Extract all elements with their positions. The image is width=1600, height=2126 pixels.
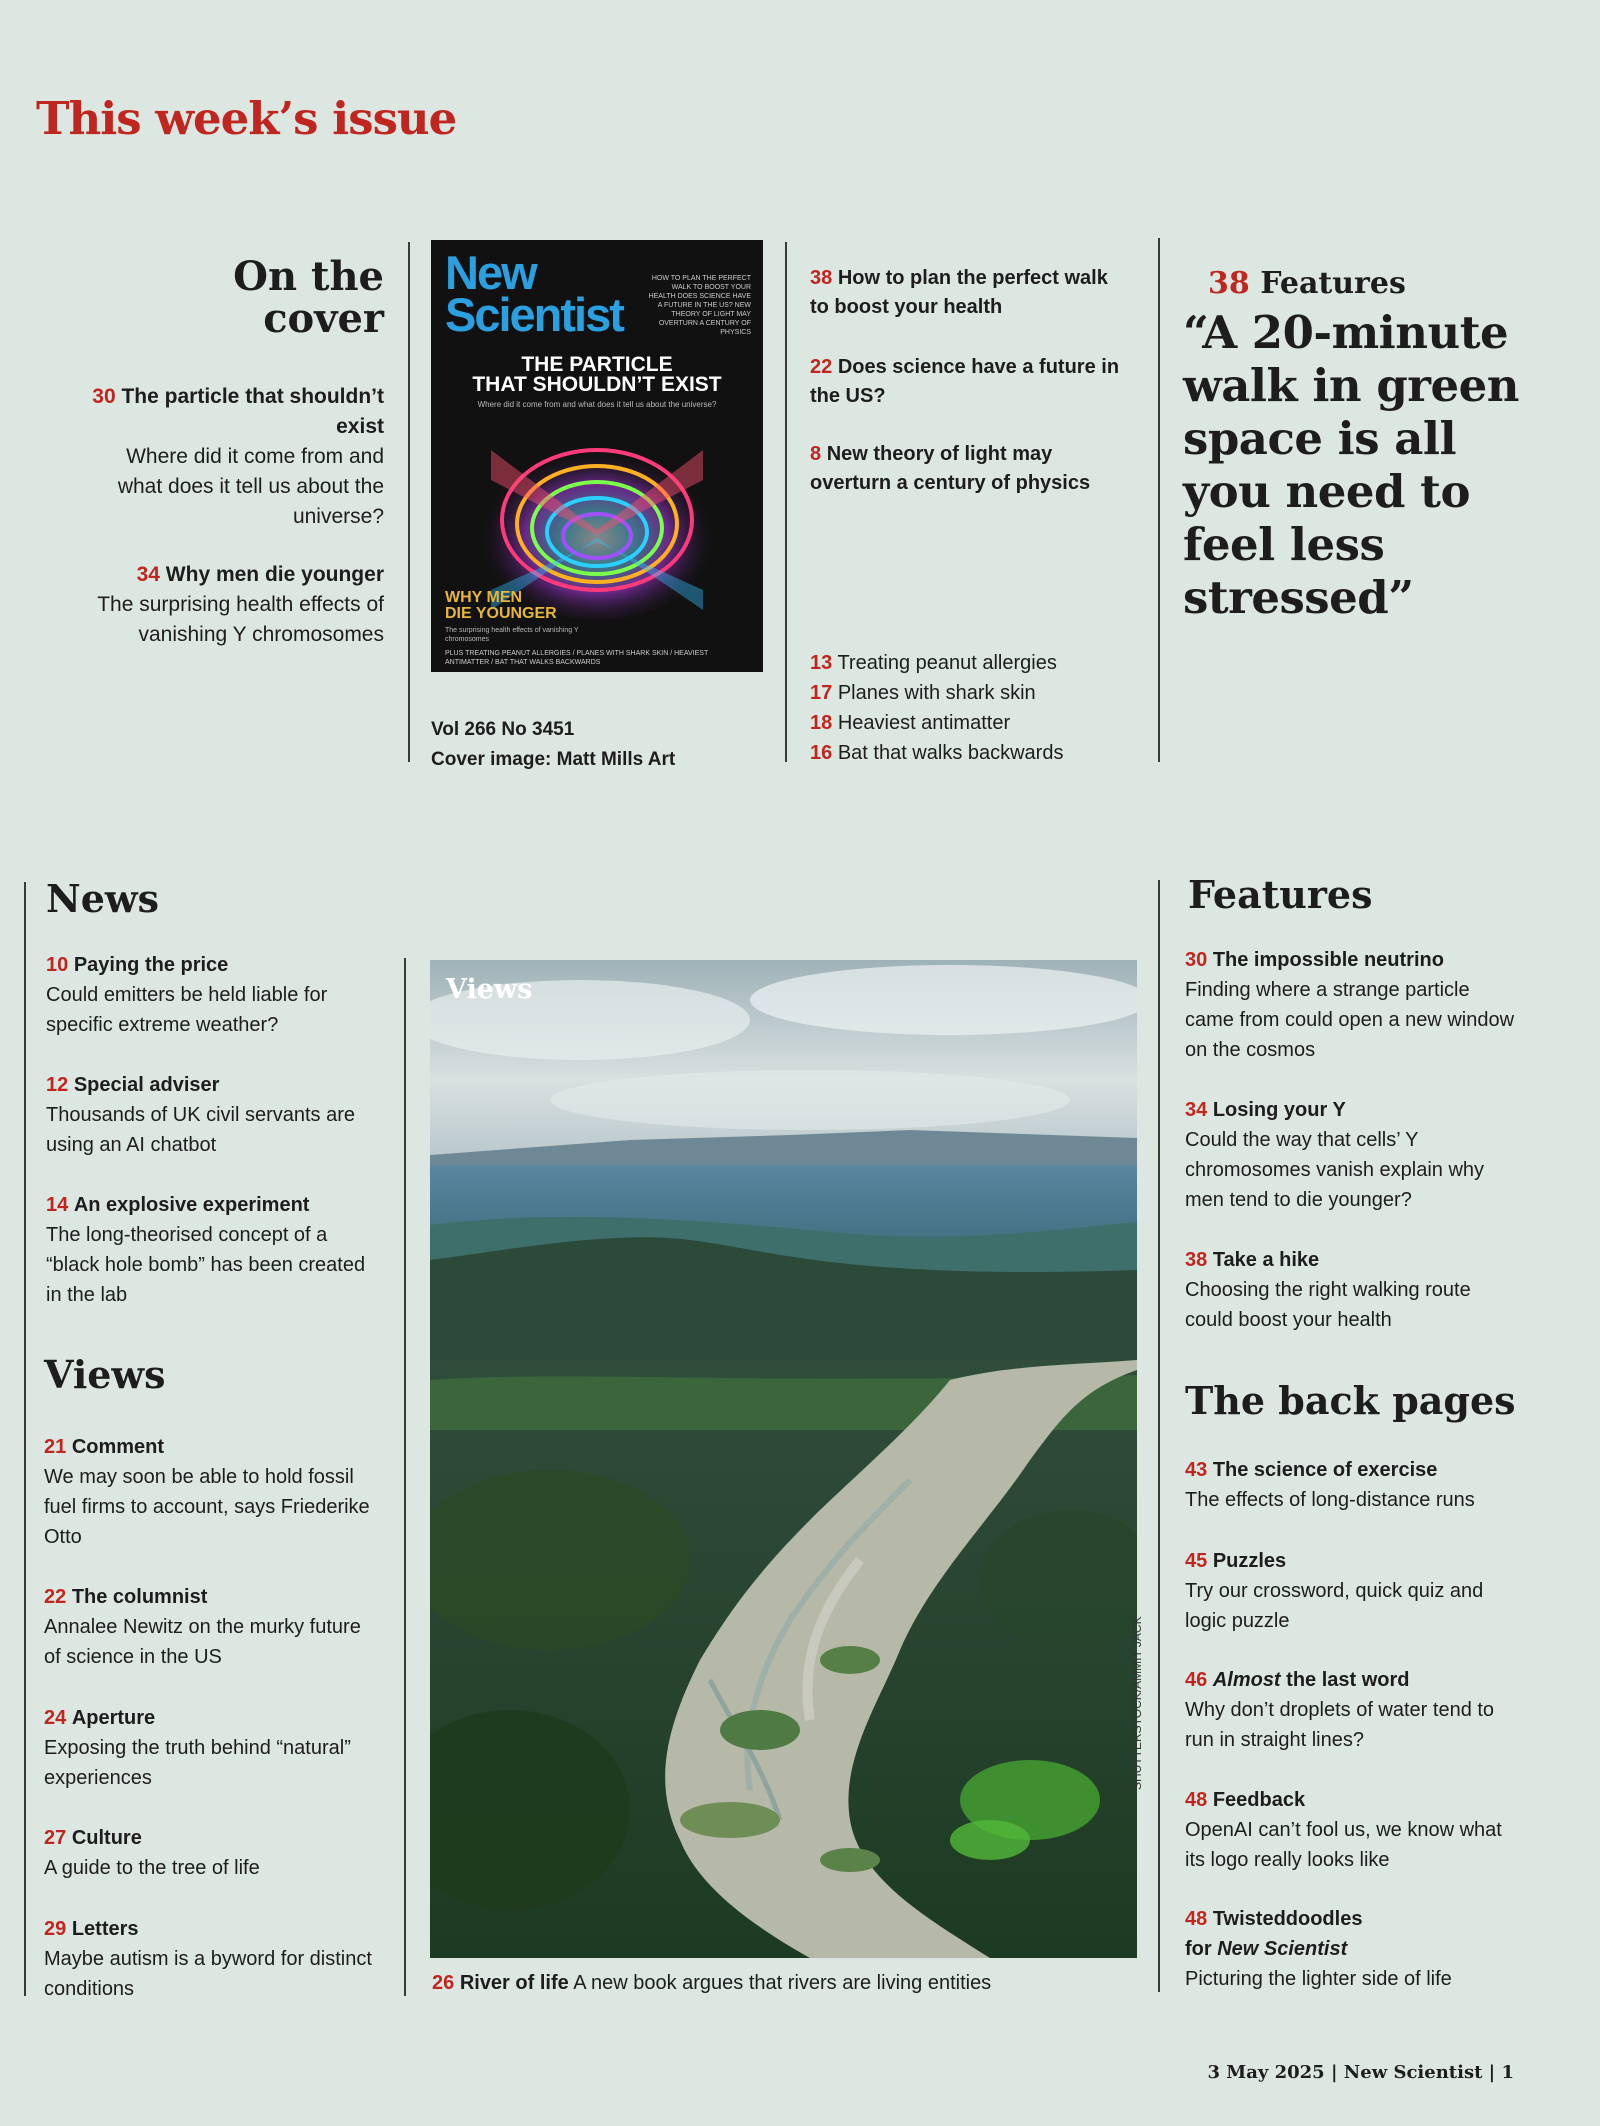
list-item[interactable]: 48 Feedback OpenAI can’t fool us, we know what its logo really looks like bbox=[1185, 1789, 1502, 1871]
cover-small-list bbox=[810, 648, 1063, 768]
page-number: 8 bbox=[810, 443, 822, 465]
magazine-cover-thumbnail[interactable] bbox=[431, 240, 763, 672]
list-item: 16 Bat that walks backwards bbox=[810, 742, 1064, 764]
photo-caption: 26 River of life A new book argues that rivers are living entities bbox=[432, 1972, 992, 1994]
photo-credit: SHUTTERSTOCK/AMMIT JACK bbox=[1130, 1616, 1144, 1790]
cover-line bbox=[810, 264, 1130, 322]
cover-line-text: How to plan the perfect walk to boost your health bbox=[810, 267, 1108, 318]
list-item[interactable]: 27 Culture A guide to the tree of life bbox=[44, 1827, 260, 1879]
story-summary: The surprising health effects of vanishing Y chromosomes bbox=[97, 593, 384, 646]
cover-logo: New Scientist bbox=[445, 246, 623, 341]
page-number: 34 bbox=[136, 563, 160, 586]
divider bbox=[785, 242, 787, 762]
list-item: 18 Heaviest antimatter bbox=[810, 712, 1011, 734]
river-photo[interactable] bbox=[430, 960, 1137, 1958]
page-number: 38 bbox=[810, 267, 833, 289]
list-item[interactable]: 48 Twisteddoodles for New Scientist Picturing the lighter side of life bbox=[1185, 1908, 1452, 1990]
divider bbox=[404, 958, 406, 1996]
list-item[interactable]: 38 Take a hike Choosing the right walking route could boost your health bbox=[1185, 1249, 1471, 1331]
back-pages-heading: The back pages bbox=[1185, 1378, 1516, 1423]
feature-quote-label: 38 Features bbox=[1208, 266, 1406, 301]
cover-plus-line: PLUS TREATING PEANUT ALLERGIES / PLANES WITH SHARK SKIN / HEAVIEST ANTIMATTER / BAT THAT WALKS BACKWARDS bbox=[445, 650, 709, 666]
on-the-cover-heading: On the cover bbox=[233, 253, 384, 342]
list-item[interactable]: 24 Aperture Exposing the truth behind “natural” experiences bbox=[44, 1707, 351, 1789]
cover-story bbox=[80, 382, 384, 532]
page-number: 22 bbox=[810, 356, 833, 378]
list-item[interactable]: 30 The impossible neutrino Finding where a strange particle came from could open a new window on the cosmos bbox=[1185, 949, 1515, 1061]
news-heading: News bbox=[46, 876, 160, 921]
divider bbox=[1158, 238, 1160, 762]
cover-line bbox=[810, 353, 1130, 411]
story-title: The particle that shouldn’t exist bbox=[121, 385, 384, 438]
list-item[interactable]: 46 Almost the last word Why don’t droplets of water tend to run in straight lines? bbox=[1185, 1669, 1495, 1751]
views-heading: Views bbox=[44, 1352, 166, 1397]
cover-image-credit: Cover image: Matt Mills Art bbox=[431, 749, 676, 770]
list-item[interactable]: 21 Comment We may soon be able to hold fossil fuel firms to account, says Friederike Otto bbox=[44, 1436, 370, 1548]
page-number: 30 bbox=[92, 385, 116, 408]
divider bbox=[24, 882, 26, 1996]
cover-story bbox=[80, 560, 384, 650]
landscape-image bbox=[430, 960, 1137, 1958]
list-item: 17 Planes with shark skin bbox=[810, 682, 1036, 704]
cover-headline: THE PARTICLE THAT SHOULDN’T EXIST bbox=[472, 353, 722, 396]
divider bbox=[408, 242, 410, 762]
list-item[interactable]: 45 Puzzles Try our crossword, quick quiz and logic puzzle bbox=[1185, 1550, 1484, 1632]
feature-pull-quote: “A 20-minute walk in green space is all you need to feel less stressed” bbox=[1183, 306, 1519, 624]
cover-strap: HOW TO PLAN THE PERFECT WALK TO BOOST YOUR HEALTH DOES SCIENCE HAVE A FUTURE IN THE US? NEW THEORY OF LIGHT MAY OVERTURN A CENTURY OF PHYSICS bbox=[648, 275, 751, 336]
list-item[interactable]: 22 The columnist Annalee Newitz on the murky future of science in the US bbox=[44, 1586, 361, 1668]
list-item[interactable]: 12 Special adviser Thousands of UK civil servants are using an AI chatbot bbox=[46, 1074, 356, 1156]
cover-line bbox=[810, 440, 1130, 498]
story-summary: Where did it come from and what does it tell us about the universe? bbox=[117, 445, 384, 528]
list-item[interactable]: 34 Losing your Y Could the way that cells’ Y chromosomes vanish explain why men tend to die younger? bbox=[1185, 1099, 1485, 1211]
cover-subhead: Where did it come from and what does it tell us about the universe? bbox=[477, 400, 717, 409]
cover-second-headline: WHY MEN DIE YOUNGER bbox=[445, 589, 557, 622]
list-item[interactable]: 29 Letters Maybe autism is a byword for distinct conditions bbox=[44, 1918, 372, 2000]
cover-line-text: New theory of light may overturn a century of physics bbox=[810, 443, 1091, 494]
page-title: This week’s issue bbox=[36, 92, 457, 145]
story-title: Why men die younger bbox=[165, 563, 384, 586]
volume-number: Vol 266 No 3451 bbox=[431, 719, 575, 740]
features-heading: Features bbox=[1188, 872, 1373, 917]
cover-line-text: Does science have a future in the US? bbox=[810, 356, 1120, 407]
list-item[interactable]: 10 Paying the price Could emitters be held liable for specific extreme weather? bbox=[46, 954, 328, 1036]
list-item[interactable]: 43 The science of exercise The effects of long-distance runs bbox=[1185, 1459, 1475, 1511]
photo-section-tag: Views bbox=[446, 974, 533, 1005]
page-footer: 3 May 2025 | New Scientist | 1 bbox=[1207, 2062, 1514, 2083]
list-item: 13 Treating peanut allergies bbox=[810, 652, 1057, 674]
list-item[interactable]: 14 An explosive experiment The long-theorised concept of a “black hole bomb” has been created in the lab bbox=[46, 1194, 366, 1306]
divider bbox=[1158, 880, 1160, 1992]
cover-second-subhead: The surprising health effects of vanishing Y chromosomes bbox=[445, 627, 579, 643]
issue-info bbox=[431, 715, 675, 775]
